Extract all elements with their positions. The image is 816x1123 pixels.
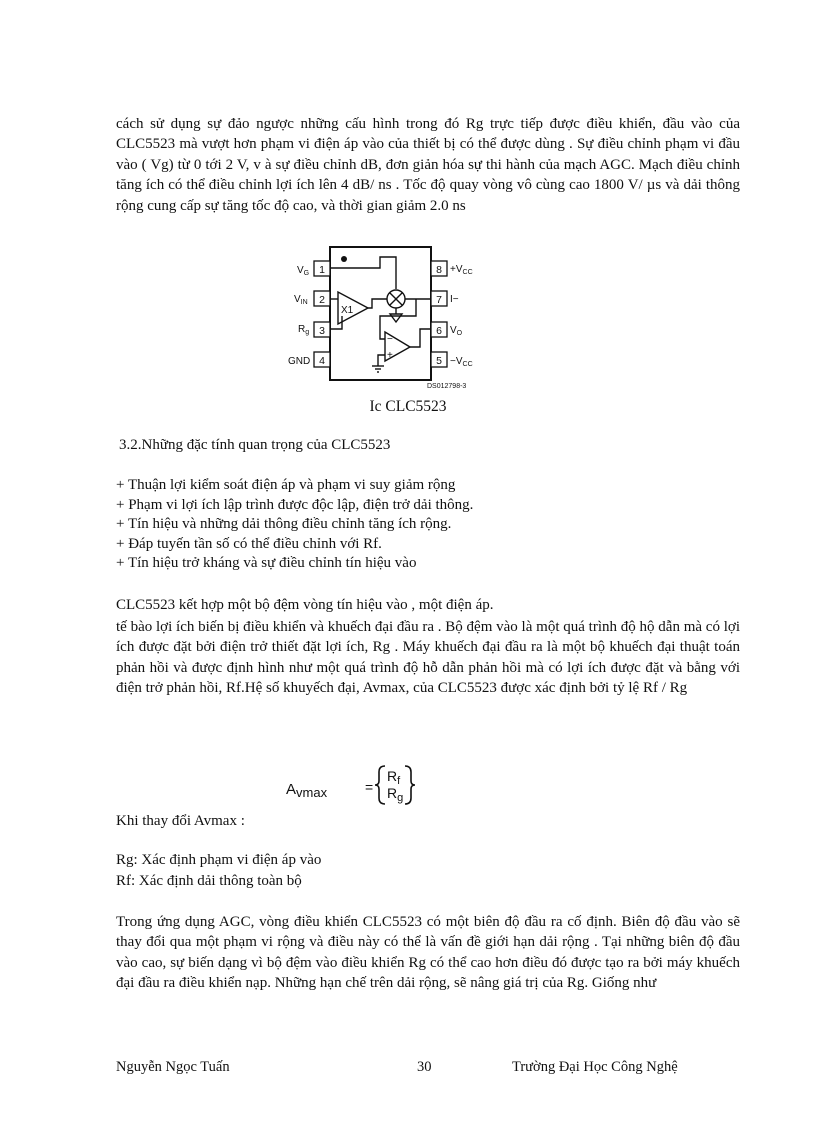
gain-formula	[284, 760, 424, 810]
pin-number-1: 1	[319, 264, 325, 276]
ic-caption: Ic CLC5523	[369, 398, 447, 415]
feature-item: + Thuận lợi kiểm soát điện áp và phạm vi suy giảm rộng	[116, 477, 456, 493]
feature-item: + Đáp tuyến tần số có thể điều chỉnh với Rf.	[116, 535, 382, 552]
pin-label-rg	[298, 324, 309, 336]
formula-denominator-main: R	[387, 785, 398, 801]
formula-left-brace	[375, 766, 385, 804]
pin-label-vg-text: V	[297, 265, 304, 276]
pin-label-rg-text: R	[298, 324, 306, 335]
pin-label-vo-text: V	[450, 325, 457, 336]
pin-label-minus-vcc-sub: CC	[462, 361, 473, 368]
feature-item: + Phạm vi lợi ích lập trình được độc lập, điện trở dải thông.	[116, 496, 474, 513]
pin-label-plus-vcc-text: +V	[450, 264, 463, 275]
intro-paragraph: cách sử dụng sự đảo ngược những cấu hình trong đó Rg trực tiếp được điều khiển, đầu vào của CLC5523 mà vượt hơn phạm vi điện áp vào của thiết bị có thể được dùng . Sự điều chỉnh phạm vi đầu vào ( Vg) từ 0 tới 2 V, v à sự điều chỉnh dB, đơn giản hóa sự thi hành của mạch AGC. Mạch điều chỉnh tăng ích có thể điều chỉnh lợi ích lên 4 dB/ ns . Tốc độ quay vòng vô cùng cao 1800 V/ µs và dải thông rộng cung cấp sự tăng tốc độ cao, và thời gian giảm 2.0 ns	[116, 116, 740, 214]
ic-pinout-diagram	[286, 244, 510, 394]
buffer-label: X1	[341, 305, 354, 316]
pin-label-rg-sub: g	[305, 329, 310, 336]
pin-number-5: 5	[436, 355, 442, 367]
pin-label-i-minus: I−	[450, 294, 459, 305]
agc-paragraph: Trong ứng dụng AGC, vòng điều khiển CLC5523 có một biên độ đầu ra cố định. Biên độ đầu vào sẽ thay đổi qua một phạm vi rộng và điều này có thể là vấn đề giới hạn dải rộng . Tại những biên độ đầu vào cao, sự biến dạng vì bộ đệm vào điều khiển Rg có thể cao hơn điều đó được tạo ra bởi máy khuếch đại đầu ra điều khiển nạp. Những hạn chế trên dải rộng, sẽ nâng giá trị của Rg. Giống như	[116, 914, 740, 992]
formula-denominator-sub: g	[397, 792, 404, 804]
footer-institution: Trường Đại Học Công Nghệ	[512, 1059, 678, 1075]
drawing-code: DS012798-3	[427, 383, 467, 390]
description-paragraph: tế bào lợi ích biến bị điều khiển và khuếch đại đầu ra . Bộ đệm vào là một quá trình độ hộ dẫn mà có lợi ích được đặt bởi điện trở thiết đặt lợi ích, Rg . Máy khuếch đại đầu ra là một bộ khuếch đại thuật toán phản hồi và được định hình như một quá trình độ hỗ dẫn phản hồi mà có lợi ích được đặt và bằng với điện trở phản hồi, Rf.Hệ số khuyếch đại, Avmax, của CLC5523 được xác định bởi tỷ lệ Rf / Rg	[116, 619, 740, 697]
formula-numerator-main: R	[387, 768, 398, 784]
pin-label-vin-sub: IN	[300, 299, 308, 306]
pin-number-2: 2	[319, 294, 325, 306]
feature-list	[116, 476, 740, 574]
feature-item: + Tín hiệu trở kháng và sự điều chỉnh tín hiệu vào	[116, 555, 417, 572]
pin-label-minus-vcc-text: −V	[450, 356, 463, 367]
change-heading: Khi thay đổi Avmax :	[116, 813, 245, 829]
pin1-marker-dot	[341, 256, 347, 262]
pin-number-4: 4	[319, 355, 325, 367]
rf-line: Rf: Xác định dải thông toàn bộ	[116, 873, 302, 889]
pin-number-3: 3	[319, 325, 325, 337]
rg-line: Rg: Xác định phạm vi điện áp vào	[116, 852, 322, 868]
footer-author: Nguyễn Ngọc Tuấn	[116, 1059, 230, 1075]
footer-page-number: 30	[417, 1059, 432, 1075]
pin-number-7: 7	[436, 294, 442, 306]
formula-right-brace	[405, 766, 415, 804]
pin-label-vo-sub: O	[456, 330, 463, 337]
formula-equals: =	[365, 779, 374, 795]
pin-label-gnd: GND	[288, 356, 311, 367]
combine-line: CLC5523 kết hợp một bộ đệm vòng tín hiệu vào , một điện áp.	[116, 597, 494, 613]
pin-label-vin-text: V	[294, 294, 301, 305]
pin-label-minus-vcc	[450, 356, 473, 368]
section-heading: 3.2.Những đặc tính quan trọng của CLC5523	[119, 437, 391, 453]
pin-label-plus-vcc-sub: CC	[462, 269, 473, 276]
pin-label-vg-sub: G	[303, 270, 310, 277]
formula-denominator	[387, 785, 403, 804]
pin-label-vg	[297, 265, 309, 277]
formula-numerator-sub: f	[397, 775, 401, 787]
feature-item: + Tín hiệu và những dải thông điều chỉnh tăng ích rộng.	[116, 516, 452, 533]
pin-label-vo	[450, 325, 463, 337]
pin-label-vin	[294, 294, 308, 306]
pin-number-8: 8	[436, 264, 442, 276]
pin-number-6: 6	[436, 325, 442, 337]
opamp-plus-label: +	[387, 350, 393, 361]
formula-lhs	[286, 781, 328, 800]
opamp-minus-label: −	[387, 334, 393, 345]
pin-label-plus-vcc	[450, 264, 473, 276]
formula-lhs-main: A	[286, 781, 297, 798]
formula-lhs-sub: vmax	[296, 785, 328, 800]
